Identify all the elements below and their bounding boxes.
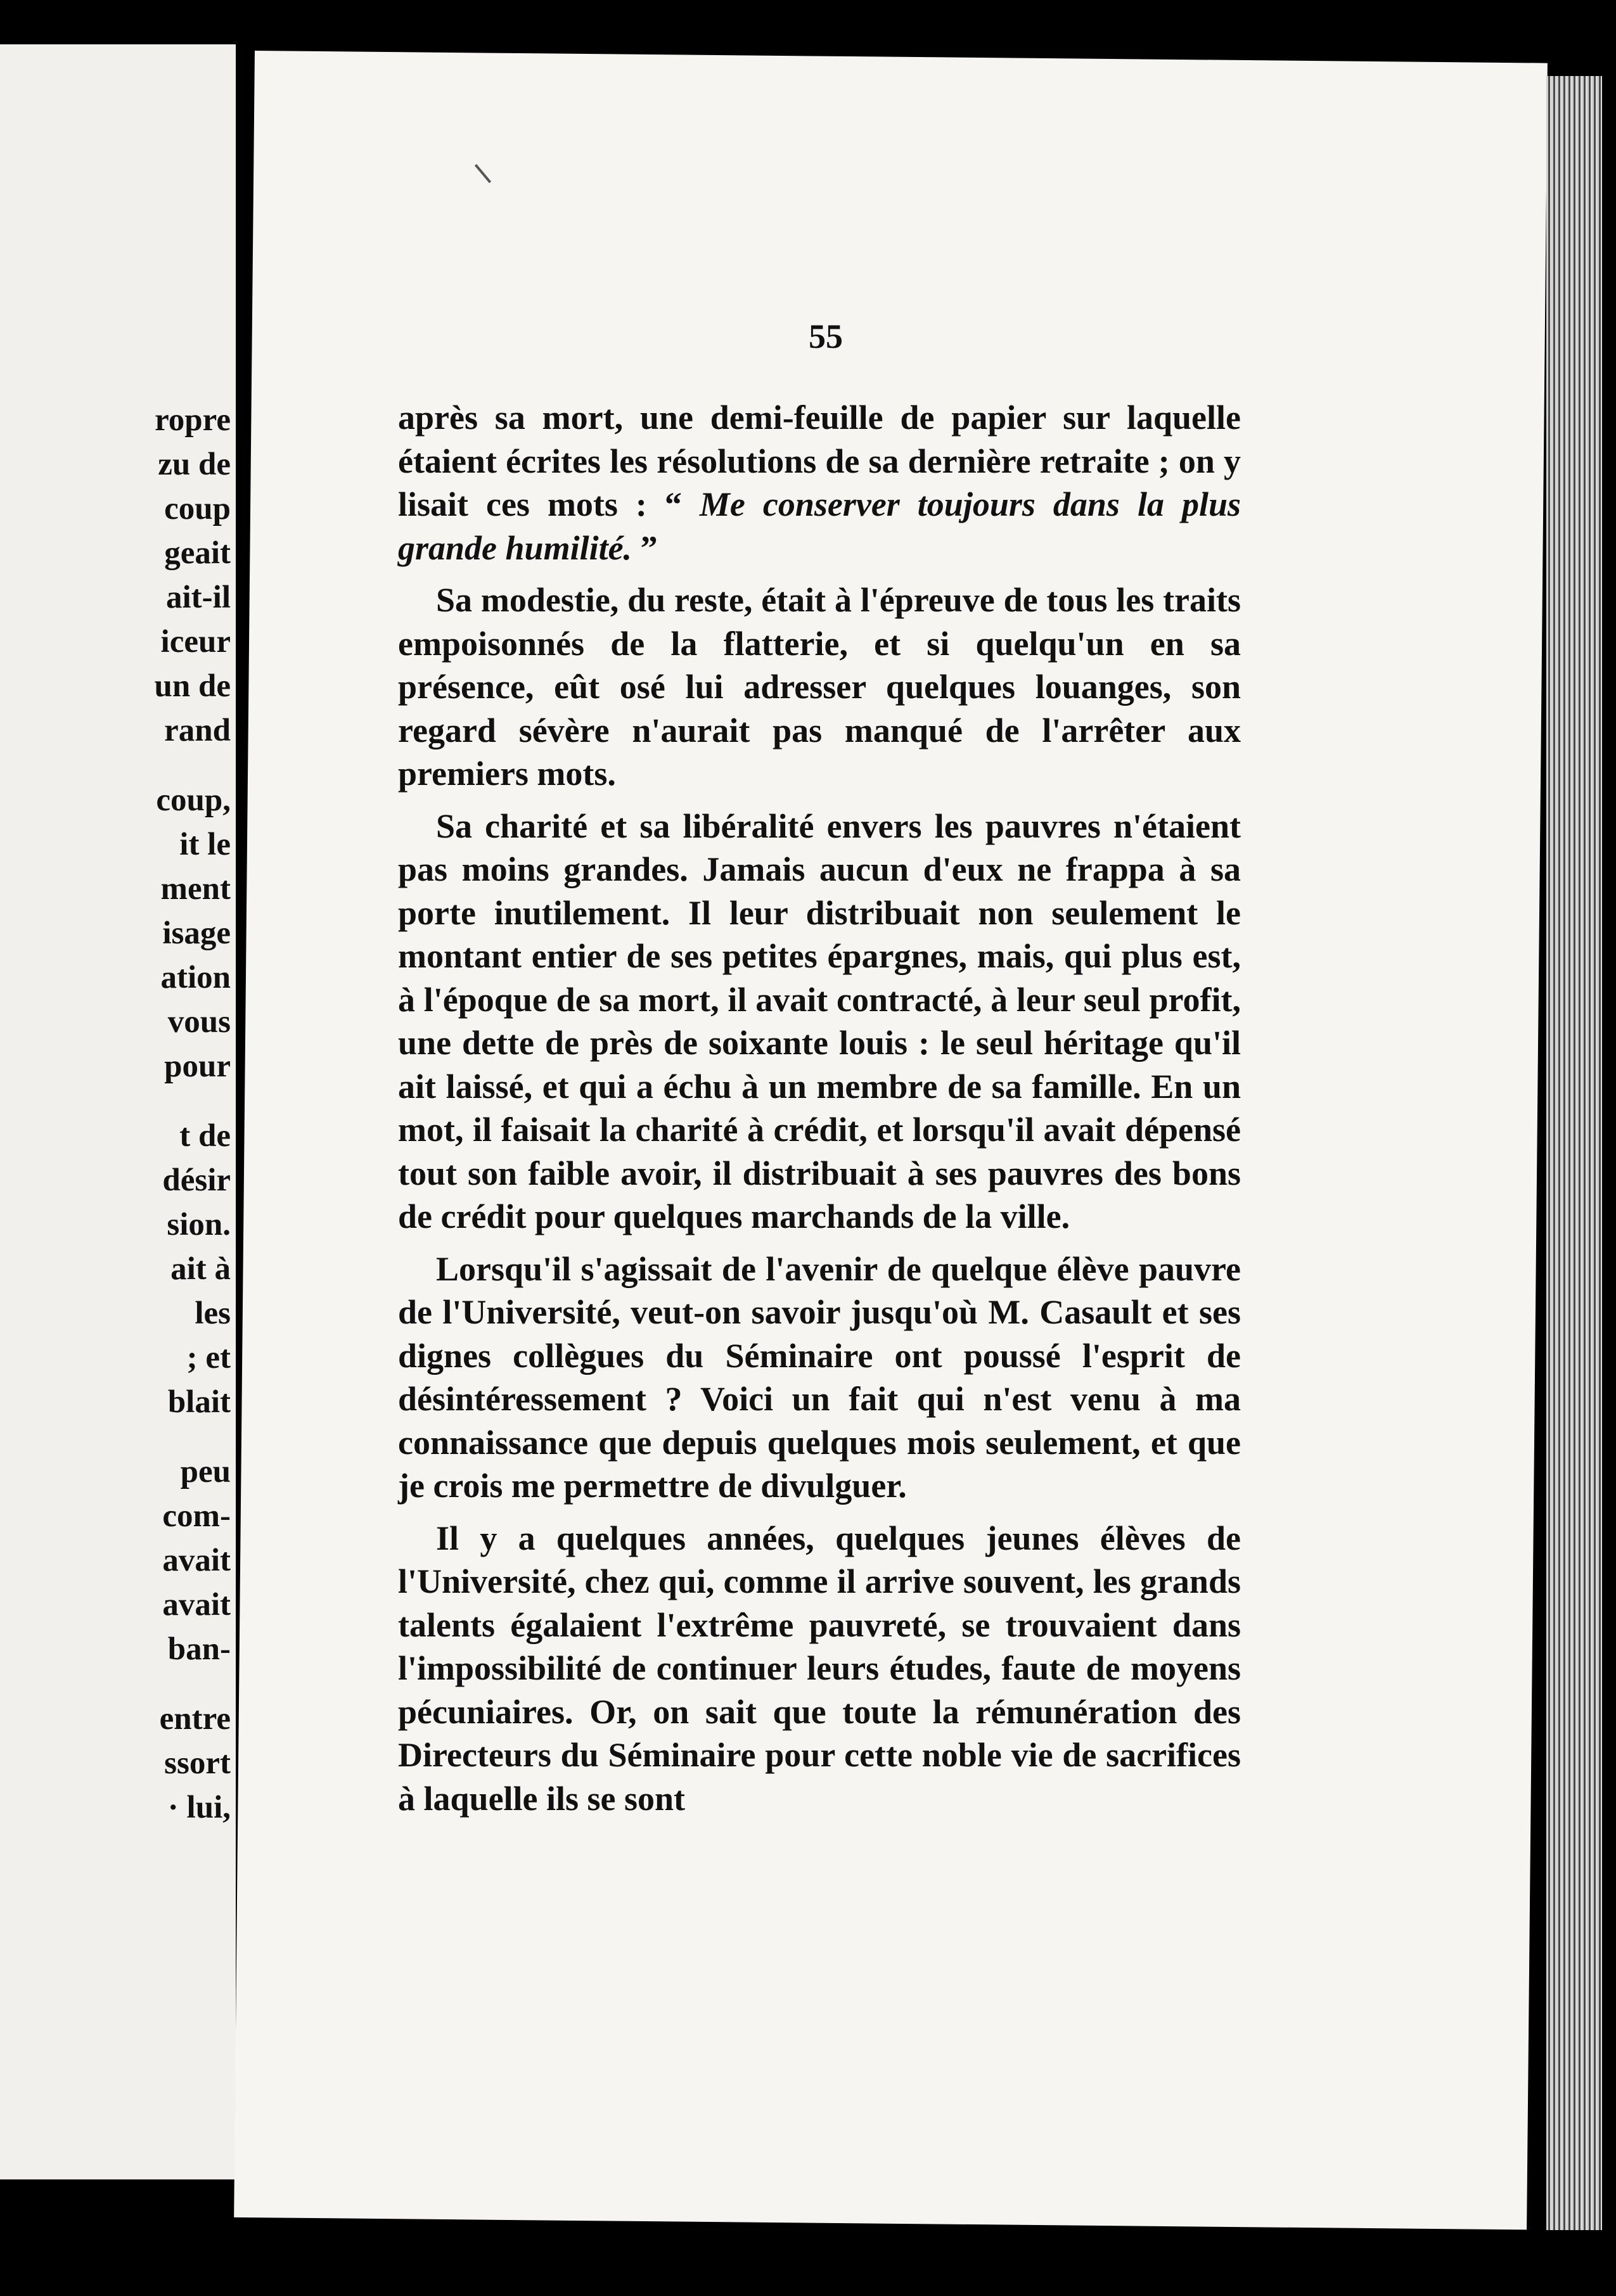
emphasized-quote: Me conserver toujours dans la plus grande humilité. xyxy=(398,485,1241,567)
paragraph-continuation xyxy=(398,396,1241,570)
left-page-line: ation xyxy=(160,960,231,995)
paragraph-eleves: Il y a quelques années, quelques jeunes élèves de l'Université, chez qui, comme il arrive souvent, les grands talents égalaient l'extrême pauvreté, se trouvaient dans l'impossibilité de continuer leurs études, faute de moyens pécuniaires. Or, on sait que toute la rémunération des Directeurs du Séminaire pour cette noble vie de sacrifices à laquelle ils se sont xyxy=(398,1519,1241,1818)
left-page-line xyxy=(3,753,231,778)
left-page-line: com- xyxy=(162,1498,231,1534)
page-body-text xyxy=(398,396,1241,1820)
paragraph-text-end: ” xyxy=(632,528,658,567)
paragraph-charite: Sa charité et sa libéralité envers les pauvres n'étaient pas moins grandes. Jamais aucun d'eux ne frappa à sa porte inutilement. Il leur distribuait non seulement le montant entier de ses petites épargnes, mais, qui plus est, à l'époque de sa mort, il avait contracté, à leur seul profit, une dette de près de soixante louis : le seul héritage qu'il ait laissé, et qui a échu à un membre de sa famille. En un mot, il faisait la charité à crédit, et lorsqu'il avait dépensé tout son faible avoir, il distribuait à ses pauvres des bons de crédit pour quelques marchands de la ville. xyxy=(398,807,1241,1235)
left-page-line: peu xyxy=(180,1454,231,1489)
left-page-line: ropre xyxy=(155,402,231,438)
left-page-line xyxy=(3,1671,231,1697)
page-number: 55 xyxy=(809,317,843,355)
paragraph-modestie: Sa modestie, du reste, était à l'épreuve de tous les traits empoisonnés de la flatterie, et si quelqu'un en sa présence, eût osé lui adresser quelques louanges, son regard sévère n'aurait pas manqué de l'arrêter aux premiers mots. xyxy=(398,581,1241,793)
left-page-line: coup, xyxy=(156,782,231,818)
left-page-line: les xyxy=(195,1296,231,1331)
page-edges xyxy=(1546,76,1602,2230)
left-page-line: rand xyxy=(164,713,231,748)
left-page-line: t de xyxy=(179,1118,231,1154)
left-page-line: ait à xyxy=(170,1251,231,1287)
left-page-line: pour xyxy=(164,1049,231,1084)
left-page-line xyxy=(3,1424,231,1450)
left-page-line: avait xyxy=(162,1587,231,1623)
left-page-fragment xyxy=(0,44,236,2179)
paragraph-avenir: Lorsqu'il s'agissait de l'avenir de quelque élève pauvre de l'Université, veut-on savoir jusqu'où M. Casault et ses dignes collègues du Séminaire ont poussé l'esprit de désintéressement ? Voici un fait qui n'est venu à ma connaissance que depuis quelques mois seulement, et que je crois me permettre de divulguer. xyxy=(398,1249,1241,1505)
left-page-line: zu de xyxy=(158,447,231,482)
left-page-line: coup xyxy=(164,491,231,526)
paragraph-text: après sa mort, une demi-feuille de papier sur laquelle étaient écrites les résolutions de sa dernière retraite ; on y lisait ces mots : “ xyxy=(398,399,1241,523)
left-page-line: isage xyxy=(162,915,231,951)
left-page-line: blait xyxy=(167,1384,231,1420)
left-page-line: ait-il xyxy=(166,580,231,615)
left-page-line: un de xyxy=(154,668,231,704)
left-page-line: entre xyxy=(159,1701,231,1737)
left-page-line: ; et xyxy=(186,1340,231,1375)
left-page-text xyxy=(3,398,231,1830)
left-page-line: · lui, xyxy=(167,1790,231,1825)
left-page-line: iceur xyxy=(160,624,231,660)
left-page-line: geait xyxy=(164,535,231,571)
left-page-line: vous xyxy=(167,1004,231,1040)
left-page-line: avait xyxy=(162,1543,231,1578)
left-page-line: ban- xyxy=(167,1631,231,1667)
left-page-line xyxy=(3,1088,231,1114)
left-page-line: désir xyxy=(162,1163,231,1198)
left-page-line: sion. xyxy=(167,1207,231,1242)
left-page-line: ment xyxy=(160,871,231,907)
left-page-line: ssort xyxy=(164,1745,231,1781)
left-page-line: it le xyxy=(179,827,231,862)
